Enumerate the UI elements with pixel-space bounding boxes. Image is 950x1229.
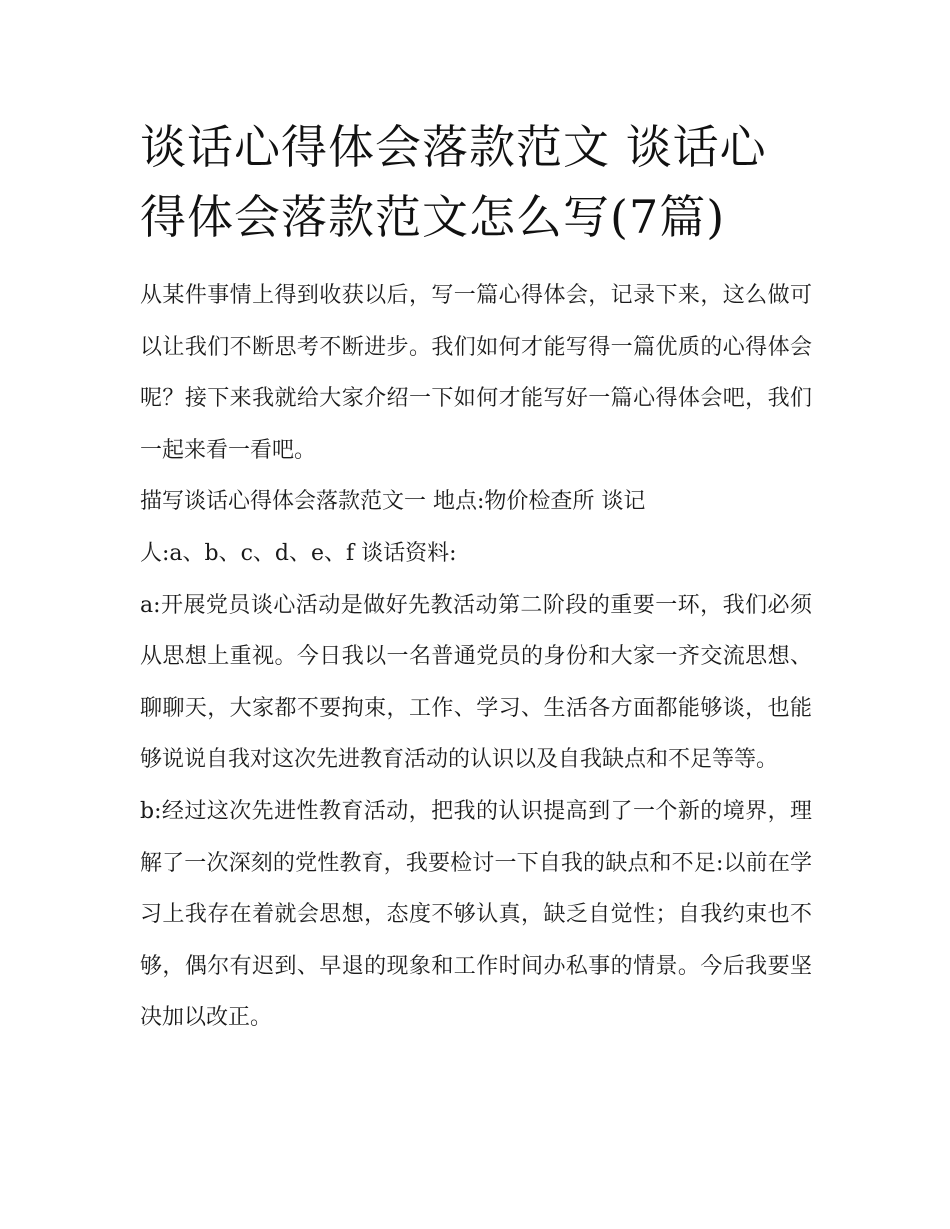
document-content xyxy=(140,112,812,1044)
speaker-a-paragraph: a:开展党员谈心活动是做好先教活动第二阶段的重要一环，我们必须从思想上重视。今日我以一名普通党员的身份和大家一齐交流思想、聊聊天，大家都不要拘束，工作、学习、生活各方面都能够谈，也能够说说自我对这次先进教育活动的认识以及自我缺点和不足等等。 xyxy=(140,592,812,773)
intro-paragraph: 从某件事情上得到收获以后，写一篇心得体会，记录下来，这么做可以让我们不断思考不断进步。我们如何才能写得一篇优质的心得体会呢？接下来我就给大家介绍一下如何才能写好一篇心得体会吧，我们一起来看一看吧。 xyxy=(140,283,812,463)
participants-line: 人:a、b、c、d、e、f 谈话资料: xyxy=(140,540,457,566)
speaker-b-paragraph: b:经过这次先进性教育活动，把我的认识提高到了一个新的境界，理解了一次深刻的党性教育，我要检讨一下自我的缺点和不足:以前在学习上我存在着就会思想，态度不够认真，缺乏自觉性；自我约束也不够，偶尔有迟到、早退的现象和工作时间办私事的情景。今后我要坚决加以改正。 xyxy=(140,798,812,1031)
document-title: 谈话心得体会落款范文 谈话心得体会落款范文怎么写(7篇) xyxy=(140,120,767,244)
section-heading-line: 描写谈话心得体会落款范文一 地点:物价检查所 谈记 xyxy=(140,489,646,515)
